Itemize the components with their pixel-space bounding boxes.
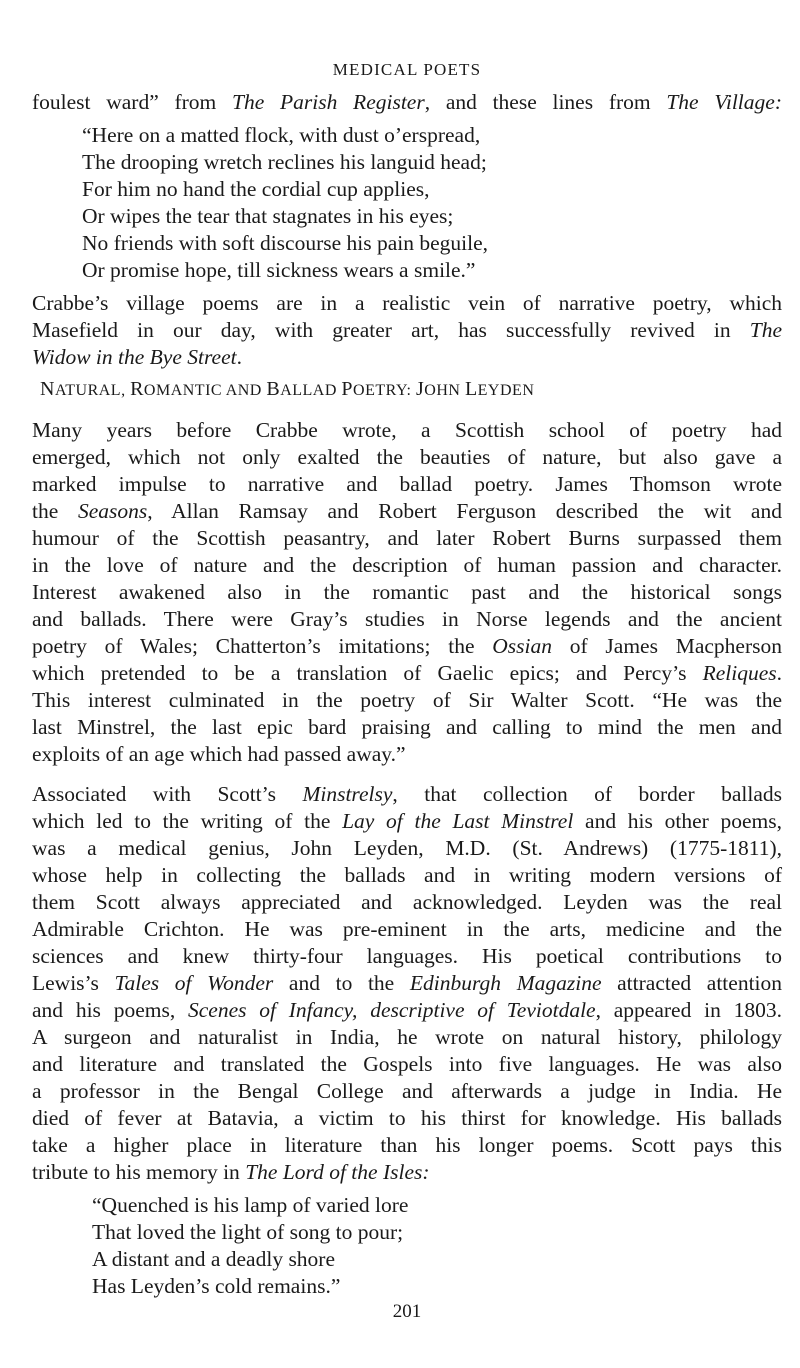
verse-line: A distant and a deadly shore <box>92 1247 336 1271</box>
text-line: sciences and knew thirty-four languages. His poetical contributions to <box>32 944 782 968</box>
text-line: Many years before Crabbe wrote, a Scottish school of poetry had <box>32 418 782 442</box>
text-line: Widow in the Bye Street. <box>32 345 242 369</box>
text-line: which led to the writing of the Lay of the Last Minstrel and his other poems, <box>32 809 782 833</box>
verse-line: Or wipes the tear that stagnates in his eyes; <box>82 204 454 228</box>
running-head: MEDICAL POETS <box>332 60 482 79</box>
text-line: emerged, which not only exalted the beauties of nature, but also gave a <box>32 445 782 469</box>
text-line: Interest awakened also in the romantic past and the historical songs <box>32 580 782 604</box>
text-line: and literature and translated the Gospels into five languages. He was also <box>32 1052 782 1076</box>
text-line: whose help in collecting the ballads and in writing modern versions of <box>32 863 782 887</box>
text-line: in the love of nature and the description of human passion and character. <box>32 553 782 577</box>
text-line: died of fever at Batavia, a victim to his thirst for knowledge. His ballads <box>32 1106 782 1130</box>
text-line: Masefield in our day, with greater art, has successfully revived in The <box>32 318 782 342</box>
text-line: and ballads. There were Gray’s studies in Norse legends and the ancient <box>32 607 782 631</box>
text-line: foulest ward” from The Parish Register, and these lines from The Village: <box>32 90 782 114</box>
text-line: marked impulse to narrative and ballad poetry. James Thomson wrote <box>32 472 782 496</box>
text-line: This interest culminated in the poetry of Sir Walter Scott. “He was the <box>32 688 782 712</box>
verse-line: “Here on a matted flock, with dust o’erspread, <box>82 123 481 147</box>
page-number: 201 <box>392 1301 422 1322</box>
verse-line: That loved the light of song to pour; <box>92 1220 404 1244</box>
text-line: the Seasons, Allan Ramsay and Robert Ferguson described the wit and <box>32 499 782 523</box>
text-line: Associated with Scott’s Minstrelsy, that collection of border ballads <box>32 782 782 806</box>
text-line: last Minstrel, the last epic bard praising and calling to mind the men and <box>32 715 782 739</box>
text-line: them Scott always appreciated and acknowledged. Leyden was the real <box>32 890 782 914</box>
text-line: poetry of Wales; Chatterton’s imitations; the Ossian of James Macpherson <box>32 634 782 658</box>
verse-line: “Quenched is his lamp of varied lore <box>92 1193 409 1217</box>
text-line: Crabbe’s village poems are in a realistic vein of narrative poetry, which <box>32 291 782 315</box>
text-line: which pretended to be a translation of Gaelic epics; and Percy’s Reliques. <box>32 661 782 685</box>
verse-line: Or promise hope, till sickness wears a smile.” <box>82 258 476 282</box>
text-line: Lewis’s Tales of Wonder and to the Edinburgh Magazine attracted attention <box>32 971 783 995</box>
text-line: take a higher place in literature than his longer poems. Scott pays this <box>32 1133 782 1157</box>
text-line: humour of the Scottish peasantry, and later Robert Burns surpassed them <box>32 526 782 550</box>
text-line: A surgeon and naturalist in India, he wrote on natural history, philology <box>32 1025 782 1049</box>
text-line: was a medical genius, John Leyden, M.D. (St. Andrews) (1775-1811), <box>32 836 782 860</box>
verse-line: Has Leyden’s cold remains.” <box>92 1274 341 1298</box>
verse-line: For him no hand the cordial cup applies, <box>82 177 430 201</box>
text-line: a professor in the Bengal College and afterwards a judge in India. He <box>32 1079 782 1103</box>
text-line: and his poems, Scenes of Infancy, descriptive of Teviotdale, appeared in 1803. <box>32 998 782 1022</box>
section-heading: NATURAL, ROMANTIC AND BALLAD POETRY: JOHN LEYDEN <box>40 378 535 400</box>
text-line: exploits of an age which had passed away.” <box>32 742 406 766</box>
text-line: tribute to his memory in The Lord of the Isles: <box>32 1160 430 1184</box>
text-line: Admirable Crichton. He was pre-eminent in the arts, medicine and the <box>32 917 782 941</box>
verse-line: The drooping wretch reclines his languid head; <box>82 150 487 174</box>
verse-line: No friends with soft discourse his pain beguile, <box>82 231 489 255</box>
